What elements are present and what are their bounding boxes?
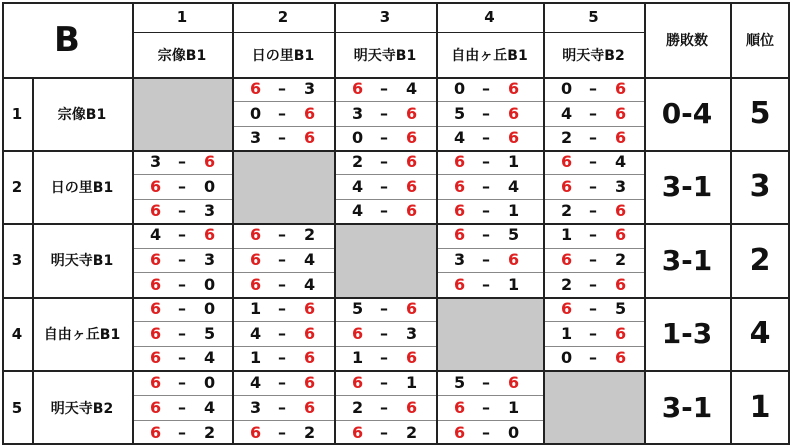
score-divider <box>232 272 334 273</box>
score-own: 0 <box>561 79 573 99</box>
score-opponent: 2 <box>304 422 316 442</box>
score-opponent: 4 <box>615 152 627 172</box>
grid-line <box>2 223 790 225</box>
score-dash: – <box>380 176 388 196</box>
score-opponent: 6 <box>406 152 418 172</box>
score-dash: – <box>178 372 186 392</box>
score-own: 1 <box>561 323 573 343</box>
score-divider <box>543 199 644 200</box>
grid-line <box>436 2 438 445</box>
score-own: 6 <box>454 397 466 417</box>
column-number: 1 <box>176 8 188 26</box>
rank-value: 4 <box>749 316 771 351</box>
score-dash: – <box>380 152 388 172</box>
score-dash: – <box>278 422 286 442</box>
score-opponent: 6 <box>304 103 316 123</box>
score-own: 6 <box>454 200 466 220</box>
score-own: 0 <box>250 103 262 123</box>
row-team-name: 明天寺B2 <box>50 400 114 417</box>
score-dash: – <box>589 127 597 147</box>
score-dash: – <box>589 299 597 319</box>
score-dash: – <box>482 372 490 392</box>
score-opponent: 0 <box>204 176 216 196</box>
score-dash: – <box>380 103 388 123</box>
score-own: 0 <box>352 127 364 147</box>
score-dash: – <box>278 397 286 417</box>
score-dash: – <box>482 200 490 220</box>
score-own: 6 <box>150 347 162 367</box>
score-own: 6 <box>150 372 162 392</box>
column-team-name: 宗像B1 <box>157 47 207 64</box>
score-opponent: 6 <box>406 299 418 319</box>
score-divider <box>334 420 436 421</box>
score-own: 6 <box>250 274 262 294</box>
blocked-cell <box>132 77 232 150</box>
score-divider <box>132 199 232 200</box>
score-own: 6 <box>454 422 466 442</box>
blocked-cell <box>334 223 436 297</box>
grid-line <box>132 32 644 33</box>
column-number: 5 <box>588 8 599 26</box>
score-dash: – <box>380 347 388 367</box>
row-team-name: 明天寺B1 <box>50 253 114 269</box>
grid-line <box>334 2 336 445</box>
score-dash: – <box>380 323 388 343</box>
score-dash: – <box>589 250 597 269</box>
score-dash: – <box>589 103 597 123</box>
score-own: 6 <box>150 323 162 343</box>
score-own: 5 <box>454 103 466 123</box>
score-own: 2 <box>561 127 573 147</box>
score-opponent: 6 <box>615 200 627 220</box>
score-divider <box>232 420 334 421</box>
score-dash: – <box>178 225 186 245</box>
score-dash: – <box>589 274 597 294</box>
score-divider <box>543 248 644 249</box>
score-own: 6 <box>561 176 573 196</box>
score-own: 6 <box>150 422 162 442</box>
score-divider <box>543 321 644 322</box>
score-own: 4 <box>454 127 466 147</box>
score-dash: – <box>380 299 388 319</box>
score-dash: – <box>482 250 490 269</box>
score-own: 3 <box>454 250 466 269</box>
score-opponent: 6 <box>204 152 216 172</box>
column-team-name: 自由ヶ丘B1 <box>451 47 528 64</box>
score-divider <box>543 126 644 127</box>
win-loss-record: 3-1 <box>661 170 713 203</box>
score-own: 0 <box>454 79 466 99</box>
score-dash: – <box>589 200 597 220</box>
column-number: 3 <box>379 8 391 26</box>
grid-line <box>232 2 234 445</box>
score-opponent: 1 <box>508 274 520 294</box>
score-divider <box>132 248 232 249</box>
score-opponent: 6 <box>508 250 520 269</box>
score-opponent: 3 <box>615 176 627 196</box>
row-number: 3 <box>11 251 23 269</box>
score-divider <box>436 199 543 200</box>
column-team-name: 明天寺B1 <box>353 47 417 64</box>
score-own: 6 <box>561 299 573 319</box>
score-dash: – <box>178 422 186 442</box>
rank-header: 順位 <box>746 32 774 49</box>
score-opponent: 4 <box>304 274 316 294</box>
score-dash: – <box>482 225 490 245</box>
score-divider <box>543 346 644 347</box>
score-dash: – <box>178 323 186 343</box>
score-own: 1 <box>352 347 364 367</box>
score-divider <box>132 420 232 421</box>
score-own: 5 <box>454 372 466 392</box>
score-own: 3 <box>352 103 364 123</box>
score-own: 4 <box>561 103 573 123</box>
blocked-cell <box>232 150 334 223</box>
win-loss-record: 1-3 <box>661 317 713 350</box>
score-own: 6 <box>150 274 162 294</box>
score-dash: – <box>380 422 388 442</box>
record-header: 勝敗数 <box>666 32 708 49</box>
score-own: 6 <box>561 152 573 172</box>
column-team-name: 明天寺B2 <box>562 47 625 64</box>
grid-line <box>644 2 646 445</box>
score-dash: – <box>278 372 286 392</box>
score-divider <box>232 248 334 249</box>
score-opponent: 0 <box>204 299 216 319</box>
score-opponent: 6 <box>204 225 216 245</box>
score-dash: – <box>178 274 186 294</box>
score-opponent: 4 <box>406 79 418 99</box>
score-opponent: 0 <box>204 372 216 392</box>
score-dash: – <box>178 176 186 196</box>
score-dash: – <box>380 79 388 99</box>
score-opponent: 6 <box>615 103 627 123</box>
score-dash: – <box>589 79 597 99</box>
score-own: 3 <box>250 127 262 147</box>
score-divider <box>334 174 436 175</box>
row-team-name: 日の里B1 <box>50 179 114 196</box>
score-dash: – <box>278 250 286 269</box>
grid-line <box>2 2 790 4</box>
score-dash: – <box>482 152 490 172</box>
rank-value: 5 <box>749 96 771 131</box>
score-own: 6 <box>352 79 364 99</box>
grid-line <box>2 77 790 79</box>
score-divider <box>543 101 644 102</box>
score-opponent: 2 <box>406 422 418 442</box>
column-number: 2 <box>277 8 289 26</box>
score-own: 6 <box>561 250 573 269</box>
score-opponent: 6 <box>304 372 316 392</box>
score-divider <box>232 126 334 127</box>
row-number: 4 <box>11 324 23 343</box>
score-opponent: 1 <box>508 152 520 172</box>
score-dash: – <box>589 347 597 367</box>
score-opponent: 6 <box>615 274 627 294</box>
rank-value: 1 <box>749 390 771 425</box>
grid-line <box>543 2 545 445</box>
score-opponent: 6 <box>615 79 627 99</box>
grid-line <box>730 2 732 445</box>
score-divider <box>132 346 232 347</box>
score-dash: – <box>278 299 286 319</box>
score-own: 6 <box>352 372 364 392</box>
score-opponent: 1 <box>508 200 520 220</box>
score-divider <box>436 272 543 273</box>
score-own: 4 <box>150 225 162 245</box>
score-divider <box>436 174 543 175</box>
score-own: 0 <box>561 347 573 367</box>
score-divider <box>543 272 644 273</box>
score-opponent: 6 <box>406 103 418 123</box>
score-own: 6 <box>454 274 466 294</box>
score-opponent: 6 <box>615 347 627 367</box>
score-dash: – <box>178 347 186 367</box>
score-own: 4 <box>352 200 364 220</box>
score-opponent: 5 <box>204 323 216 343</box>
win-loss-record: 3-1 <box>661 243 713 277</box>
score-dash: – <box>482 103 490 123</box>
score-dash: – <box>178 397 186 417</box>
score-own: 6 <box>150 200 162 220</box>
score-divider <box>232 346 334 347</box>
win-loss-record: 0-4 <box>661 97 713 130</box>
score-opponent: 2 <box>304 225 316 245</box>
score-dash: – <box>380 200 388 220</box>
score-own: 6 <box>250 225 262 245</box>
score-own: 6 <box>150 176 162 196</box>
score-opponent: 4 <box>304 250 316 269</box>
blocked-cell <box>543 370 644 445</box>
score-opponent: 3 <box>204 200 216 220</box>
score-opponent: 6 <box>406 127 418 147</box>
column-number: 4 <box>484 8 495 26</box>
rank-value: 2 <box>749 242 771 278</box>
score-opponent: 6 <box>615 225 627 245</box>
score-divider <box>436 248 543 249</box>
grid-line <box>2 150 790 152</box>
score-opponent: 2 <box>615 250 627 269</box>
score-opponent: 3 <box>406 323 418 343</box>
score-dash: – <box>278 225 286 245</box>
score-divider <box>334 126 436 127</box>
score-own: 6 <box>250 250 262 269</box>
score-own: 2 <box>561 274 573 294</box>
score-opponent: 6 <box>508 103 520 123</box>
score-opponent: 6 <box>304 323 316 343</box>
score-opponent: 1 <box>406 372 418 392</box>
score-divider <box>436 126 543 127</box>
grid-line <box>2 370 790 372</box>
score-dash: – <box>482 397 490 417</box>
score-dash: – <box>482 274 490 294</box>
score-opponent: 6 <box>615 323 627 343</box>
score-opponent: 4 <box>508 176 520 196</box>
score-dash: – <box>278 274 286 294</box>
column-team-name: 日の里B1 <box>251 47 315 64</box>
rank-value: 3 <box>749 169 771 204</box>
score-dash: – <box>278 127 286 147</box>
score-dash: – <box>178 299 186 319</box>
score-opponent: 5 <box>508 225 520 245</box>
grid-line <box>2 443 790 445</box>
score-dash: – <box>482 127 490 147</box>
score-dash: – <box>380 127 388 147</box>
score-divider <box>334 199 436 200</box>
score-opponent: 6 <box>406 200 418 220</box>
score-divider <box>132 395 232 396</box>
row-team-name: 自由ヶ丘B1 <box>43 326 121 343</box>
score-own: 5 <box>352 299 364 319</box>
score-dash: – <box>482 176 490 196</box>
score-own: 6 <box>454 176 466 196</box>
score-opponent: 4 <box>204 347 216 367</box>
score-opponent: 6 <box>508 372 520 392</box>
group-label: B <box>54 19 80 60</box>
score-dash: – <box>178 250 186 269</box>
score-dash: – <box>178 200 186 220</box>
score-opponent: 6 <box>406 347 418 367</box>
grid-line <box>32 77 34 445</box>
score-opponent: 2 <box>204 422 216 442</box>
score-own: 6 <box>250 79 262 99</box>
score-own: 4 <box>352 176 364 196</box>
score-opponent: 0 <box>204 274 216 294</box>
row-number: 5 <box>11 398 23 417</box>
score-divider <box>334 346 436 347</box>
blocked-cell <box>436 297 543 370</box>
score-dash: – <box>278 79 286 99</box>
score-divider <box>232 395 334 396</box>
score-own: 6 <box>150 299 162 319</box>
score-own: 6 <box>352 422 364 442</box>
score-divider <box>334 321 436 322</box>
score-own: 2 <box>352 152 364 172</box>
score-opponent: 0 <box>508 422 520 442</box>
score-dash: – <box>482 79 490 99</box>
score-own: 6 <box>150 250 162 269</box>
score-own: 2 <box>561 200 573 220</box>
score-divider <box>436 395 543 396</box>
score-divider <box>132 272 232 273</box>
score-divider <box>334 395 436 396</box>
score-own: 6 <box>454 225 466 245</box>
score-opponent: 4 <box>204 397 216 417</box>
score-opponent: 6 <box>304 347 316 367</box>
score-divider <box>232 101 334 102</box>
results-table <box>2 2 790 445</box>
score-own: 2 <box>352 397 364 417</box>
score-divider <box>132 174 232 175</box>
score-own: 1 <box>250 347 262 367</box>
win-loss-record: 3-1 <box>661 391 713 424</box>
score-dash: – <box>278 103 286 123</box>
score-own: 4 <box>250 323 262 343</box>
row-team-name: 宗像B1 <box>57 106 107 123</box>
score-opponent: 6 <box>406 397 418 417</box>
score-dash: – <box>589 176 597 196</box>
score-dash: – <box>278 323 286 343</box>
score-opponent: 6 <box>304 299 316 319</box>
score-divider <box>232 321 334 322</box>
score-own: 6 <box>454 152 466 172</box>
score-dash: – <box>380 397 388 417</box>
grid-line <box>132 2 134 445</box>
score-own: 6 <box>250 422 262 442</box>
score-divider <box>132 321 232 322</box>
score-divider <box>436 420 543 421</box>
score-opponent: 6 <box>304 397 316 417</box>
score-own: 3 <box>250 397 262 417</box>
score-divider <box>334 101 436 102</box>
score-opponent: 6 <box>615 127 627 147</box>
grid-line <box>2 297 790 299</box>
score-opponent: 6 <box>508 127 520 147</box>
score-own: 1 <box>250 299 262 319</box>
score-opponent: 6 <box>406 176 418 196</box>
score-own: 6 <box>150 397 162 417</box>
score-own: 3 <box>150 152 162 172</box>
score-opponent: 5 <box>615 299 627 319</box>
score-opponent: 3 <box>204 250 216 269</box>
score-dash: – <box>589 323 597 343</box>
score-opponent: 3 <box>304 79 316 99</box>
score-dash: – <box>589 225 597 245</box>
score-own: 1 <box>561 225 573 245</box>
row-number: 2 <box>11 177 23 196</box>
score-own: 4 <box>250 372 262 392</box>
score-opponent: 6 <box>304 127 316 147</box>
score-divider <box>436 101 543 102</box>
score-divider <box>543 174 644 175</box>
score-dash: – <box>380 372 388 392</box>
score-opponent: 1 <box>508 397 520 417</box>
score-dash: – <box>482 422 490 442</box>
score-dash: – <box>178 152 186 172</box>
score-opponent: 6 <box>508 79 520 99</box>
row-number: 1 <box>11 104 23 123</box>
score-own: 6 <box>352 323 364 343</box>
score-dash: – <box>278 347 286 367</box>
score-dash: – <box>589 152 597 172</box>
